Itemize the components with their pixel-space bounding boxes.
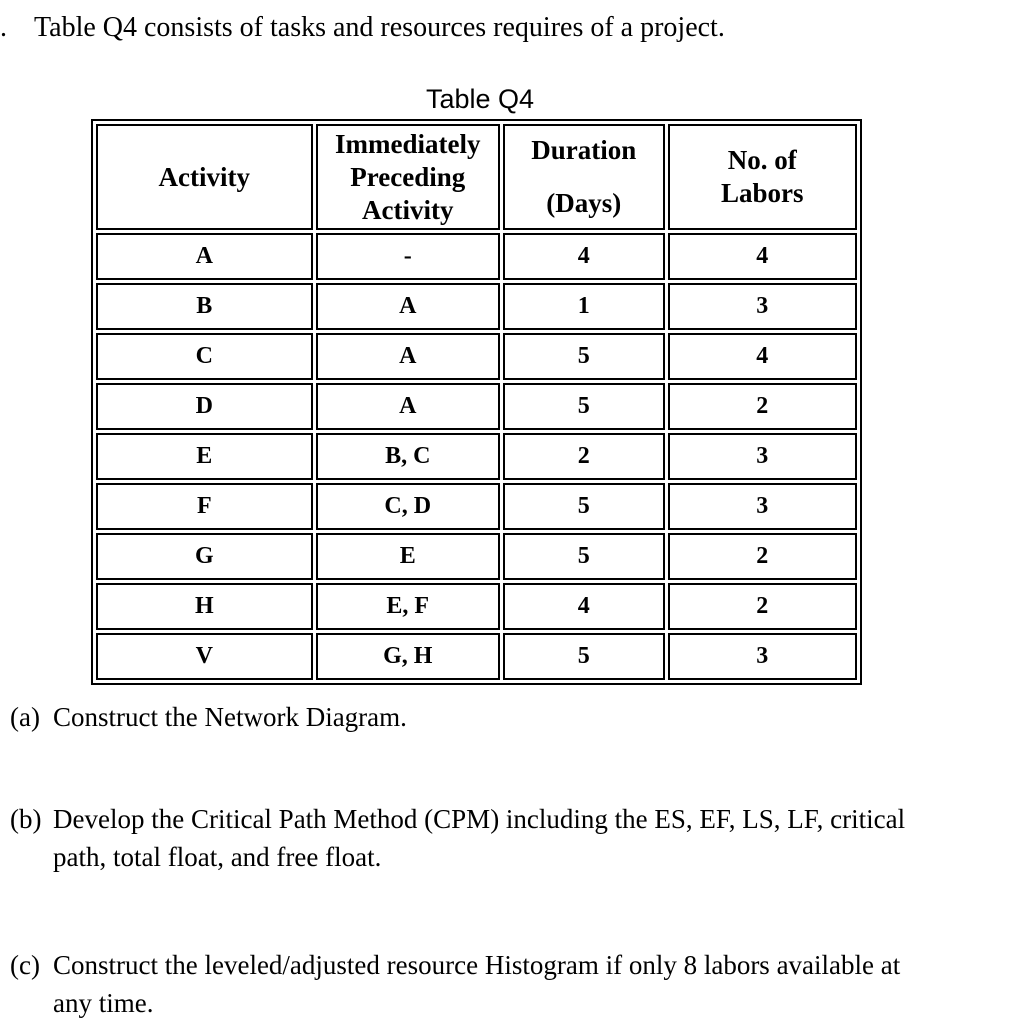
cell-preceding: C, D: [316, 483, 500, 530]
header-preceding: [316, 124, 500, 230]
question-c-text-line1: Construct the leveled/adjusted resource Histogram if only 8 labors available at: [53, 950, 901, 980]
cell-duration: 5: [503, 333, 665, 380]
cell-duration: 4: [503, 233, 665, 280]
table-row: [96, 383, 857, 430]
cell-activity: G: [96, 533, 313, 580]
header-labors-line: Labors: [721, 178, 804, 208]
header-labors-line: No. of: [727, 145, 797, 175]
table-caption: Table Q4: [426, 84, 535, 114]
cell-preceding: A: [316, 383, 500, 430]
cell-activity: C: [96, 333, 313, 380]
cell-preceding: B, C: [316, 433, 500, 480]
question-c-label: (c): [10, 950, 40, 980]
cell-labors: 2: [668, 383, 857, 430]
intro-line: [0, 12, 725, 44]
cell-duration: 5: [503, 633, 665, 680]
header-preceding-line: Activity: [362, 194, 454, 225]
cell-labors: 4: [668, 233, 857, 280]
cell-labors: 4: [668, 333, 857, 380]
table-row: [96, 333, 857, 380]
question-b-text-line2: path, total float, and free float.: [53, 842, 382, 872]
cell-preceding: E: [316, 533, 500, 580]
cell-activity: H: [96, 583, 313, 630]
cell-preceding: E, F: [316, 583, 500, 630]
table-row: [96, 533, 857, 580]
intro-bullet: .: [0, 12, 7, 43]
table-row: [96, 283, 857, 330]
table-row: [96, 233, 857, 280]
header-labors: [668, 124, 857, 230]
question-a: [10, 698, 1010, 736]
header-preceding-line: Preceding: [350, 161, 466, 192]
header-duration-line: Duration: [531, 135, 637, 165]
question-b-text-line1: Develop the Critical Path Method (CPM) including the ES, EF, LS, LF, critical: [53, 804, 906, 834]
cell-preceding: A: [316, 283, 500, 330]
cell-preceding: G, H: [316, 633, 500, 680]
intro-text: Table Q4 consists of tasks and resources requires of a project.: [34, 12, 725, 43]
cell-labors: 2: [668, 533, 857, 580]
question-b: [10, 800, 1010, 876]
question-a-text: Construct the Network Diagram.: [53, 702, 407, 732]
question-a-label: (a): [10, 702, 40, 732]
table-header-row: [96, 124, 857, 230]
cell-activity: V: [96, 633, 313, 680]
cell-activity: A: [96, 233, 313, 280]
header-duration-line: (Days): [546, 188, 622, 218]
cell-preceding: -: [316, 233, 500, 280]
cell-duration: 4: [503, 583, 665, 630]
cell-duration: 1: [503, 283, 665, 330]
cell-preceding: A: [316, 333, 500, 380]
cell-labors: 3: [668, 283, 857, 330]
cell-activity: F: [96, 483, 313, 530]
table-q4: [91, 119, 862, 685]
cell-labors: 3: [668, 433, 857, 480]
table-row: [96, 483, 857, 530]
cell-labors: 3: [668, 633, 857, 680]
cell-duration: 5: [503, 483, 665, 530]
cell-duration: 5: [503, 533, 665, 580]
cell-activity: E: [96, 433, 313, 480]
cell-labors: 2: [668, 583, 857, 630]
table-row: [96, 583, 857, 630]
header-activity: Activity: [96, 124, 313, 230]
table-row: [96, 633, 857, 680]
cell-duration: 5: [503, 383, 665, 430]
header-duration: [503, 124, 665, 230]
cell-activity: D: [96, 383, 313, 430]
question-b-label: (b): [10, 804, 42, 834]
header-preceding-line: Immediately: [335, 128, 481, 159]
cell-duration: 2: [503, 433, 665, 480]
question-c: [10, 946, 1010, 1022]
question-c-text-line2: any time.: [53, 988, 154, 1018]
cell-activity: B: [96, 283, 313, 330]
cell-labors: 3: [668, 483, 857, 530]
table-row: [96, 433, 857, 480]
